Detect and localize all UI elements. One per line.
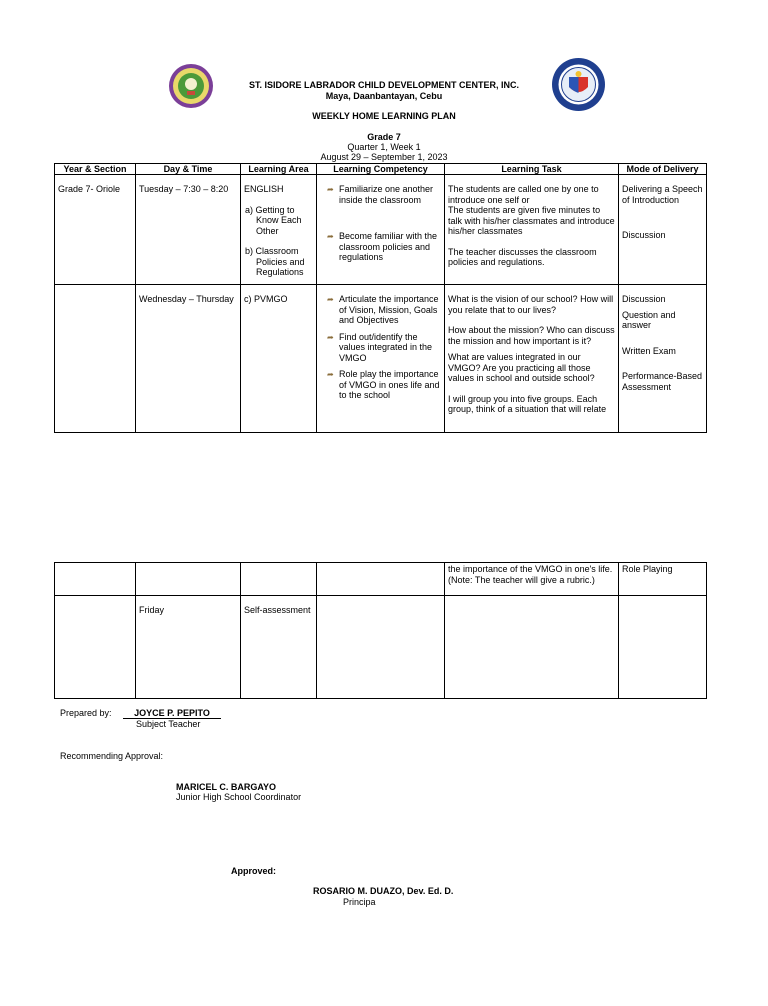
day-cell: Friday xyxy=(136,596,241,699)
prepared-by-role: Subject Teacher xyxy=(136,719,201,729)
mode-cell xyxy=(619,175,707,285)
task-cell xyxy=(445,285,619,433)
competency-text: Articulate the importance of Vision, Mission, Goals and Objectives xyxy=(339,294,439,325)
mode-text: Discussion xyxy=(622,230,666,240)
area-sub-b: b) Classroom Policies and Regulations xyxy=(245,246,305,277)
arrow-bullet-icon: ➦ xyxy=(327,295,334,304)
mode-cell xyxy=(619,285,707,433)
prepared-by-label: Prepared by: xyxy=(60,708,112,718)
area-cell xyxy=(241,175,317,285)
task-text: I will group you into five groups. Each group, think of a situation that will relate xyxy=(448,393,607,414)
column-header: Year & Section xyxy=(55,164,136,175)
competency-cell xyxy=(317,175,445,285)
school-address: Maya, Daanbantayan, Cebu xyxy=(325,91,443,101)
section-cell: Grade 7- Oriole xyxy=(55,175,136,285)
table-row xyxy=(55,175,707,285)
competency-cell xyxy=(317,596,445,699)
task-cell xyxy=(445,175,619,285)
column-header: Day & Time xyxy=(136,164,241,175)
mode-text: Written Exam xyxy=(622,345,676,356)
arrow-bullet-icon: ➦ xyxy=(327,185,334,194)
learning-plan-table xyxy=(54,163,707,433)
task-cell xyxy=(445,596,619,699)
approved-label: Approved: xyxy=(231,866,276,876)
area-title: ENGLISH xyxy=(244,184,284,194)
arrow-bullet-icon: ➦ xyxy=(327,332,334,342)
principal-role: Principa xyxy=(343,897,376,907)
column-header: Mode of Delivery xyxy=(619,164,707,175)
column-header: Learning Competency xyxy=(317,164,445,175)
plan-title: WEEKLY HOME LEARNING PLAN xyxy=(312,111,456,121)
section-cell xyxy=(55,285,136,433)
quarter-label: Quarter 1, Week 1 xyxy=(347,142,421,152)
table-row xyxy=(55,596,707,699)
coordinator-name: MARICEL C. BARGAYO xyxy=(176,782,277,792)
area-sub-a: a) Getting to Know Each Other xyxy=(245,204,302,236)
task-text: How about the mission? Who can discuss the mission and how important is it? xyxy=(448,325,615,346)
day-cell: Tuesday – 7:30 – 8:20 xyxy=(136,175,241,285)
task-cell: the importance of the VMGO in one's life. (Note: The teacher will give a rubric.) xyxy=(445,563,619,596)
table-header-row xyxy=(55,164,707,175)
prepared-by-name: JOYCE P. PEPITO xyxy=(123,708,221,719)
competency-cell xyxy=(317,285,445,433)
area-cell: Self-assessment xyxy=(241,596,317,699)
mode-text: Discussion xyxy=(622,294,666,304)
arrow-bullet-icon: ➦ xyxy=(327,370,334,379)
principal-name: ROSARIO M. DUAZO, Dev. Ed. D. xyxy=(313,886,454,896)
competency-text: Become familiar with the classroom policies and regulations xyxy=(339,231,438,262)
table-row xyxy=(55,563,707,596)
arrow-bullet-icon: ➦ xyxy=(327,232,334,241)
date-range: August 29 – September 1, 2023 xyxy=(320,152,448,162)
task-text: The students are given five minutes to talk with his/her classmates and introduce his/her classmates xyxy=(448,205,615,236)
coordinator-role: Junior High School Coordinator xyxy=(176,792,302,802)
task-text: What is the vision of our school? How will you relate that to our lives? xyxy=(448,294,614,315)
section-cell xyxy=(55,563,136,596)
school-name: ST. ISIDORE LABRADOR CHILD DEVELOPMENT CENTER, INC. xyxy=(248,80,519,90)
task-text: What are values integrated in our VMGO? Are you practicing all those values in school and outside school? xyxy=(448,352,595,383)
competency-cell xyxy=(317,563,445,596)
section-cell xyxy=(55,596,136,699)
day-cell xyxy=(136,563,241,596)
grade-label: Grade 7 xyxy=(367,132,401,142)
column-header: Learning Task xyxy=(445,164,619,175)
competency-text: Role play the importance of VMGO in ones life and to the school xyxy=(339,369,440,400)
area-cell xyxy=(241,563,317,596)
mode-text: Delivering a Speech of Introduction xyxy=(622,184,703,205)
task-text: The teacher discusses the classroom policies and regulations. xyxy=(448,246,597,267)
area-cell: c) PVMGO xyxy=(241,285,317,433)
learning-plan-table-continued xyxy=(54,562,707,699)
recommending-approval-label: Recommending Approval: xyxy=(60,751,164,761)
mode-text: Performance-Based Assessment xyxy=(622,371,703,392)
competency-text: Find out/identify the values integrated in the VMGO xyxy=(339,331,433,363)
day-cell: Wednesday – Thursday xyxy=(136,285,241,433)
mode-cell xyxy=(619,596,707,699)
table-row xyxy=(55,285,707,433)
competency-text: Familiarize one another inside the classroom xyxy=(339,184,434,205)
column-header: Learning Area xyxy=(241,164,317,175)
task-text: The students are called one by one to introduce one self or xyxy=(448,184,599,205)
mode-cell: Role Playing xyxy=(619,563,707,596)
mode-text: Question and answer xyxy=(622,309,676,330)
